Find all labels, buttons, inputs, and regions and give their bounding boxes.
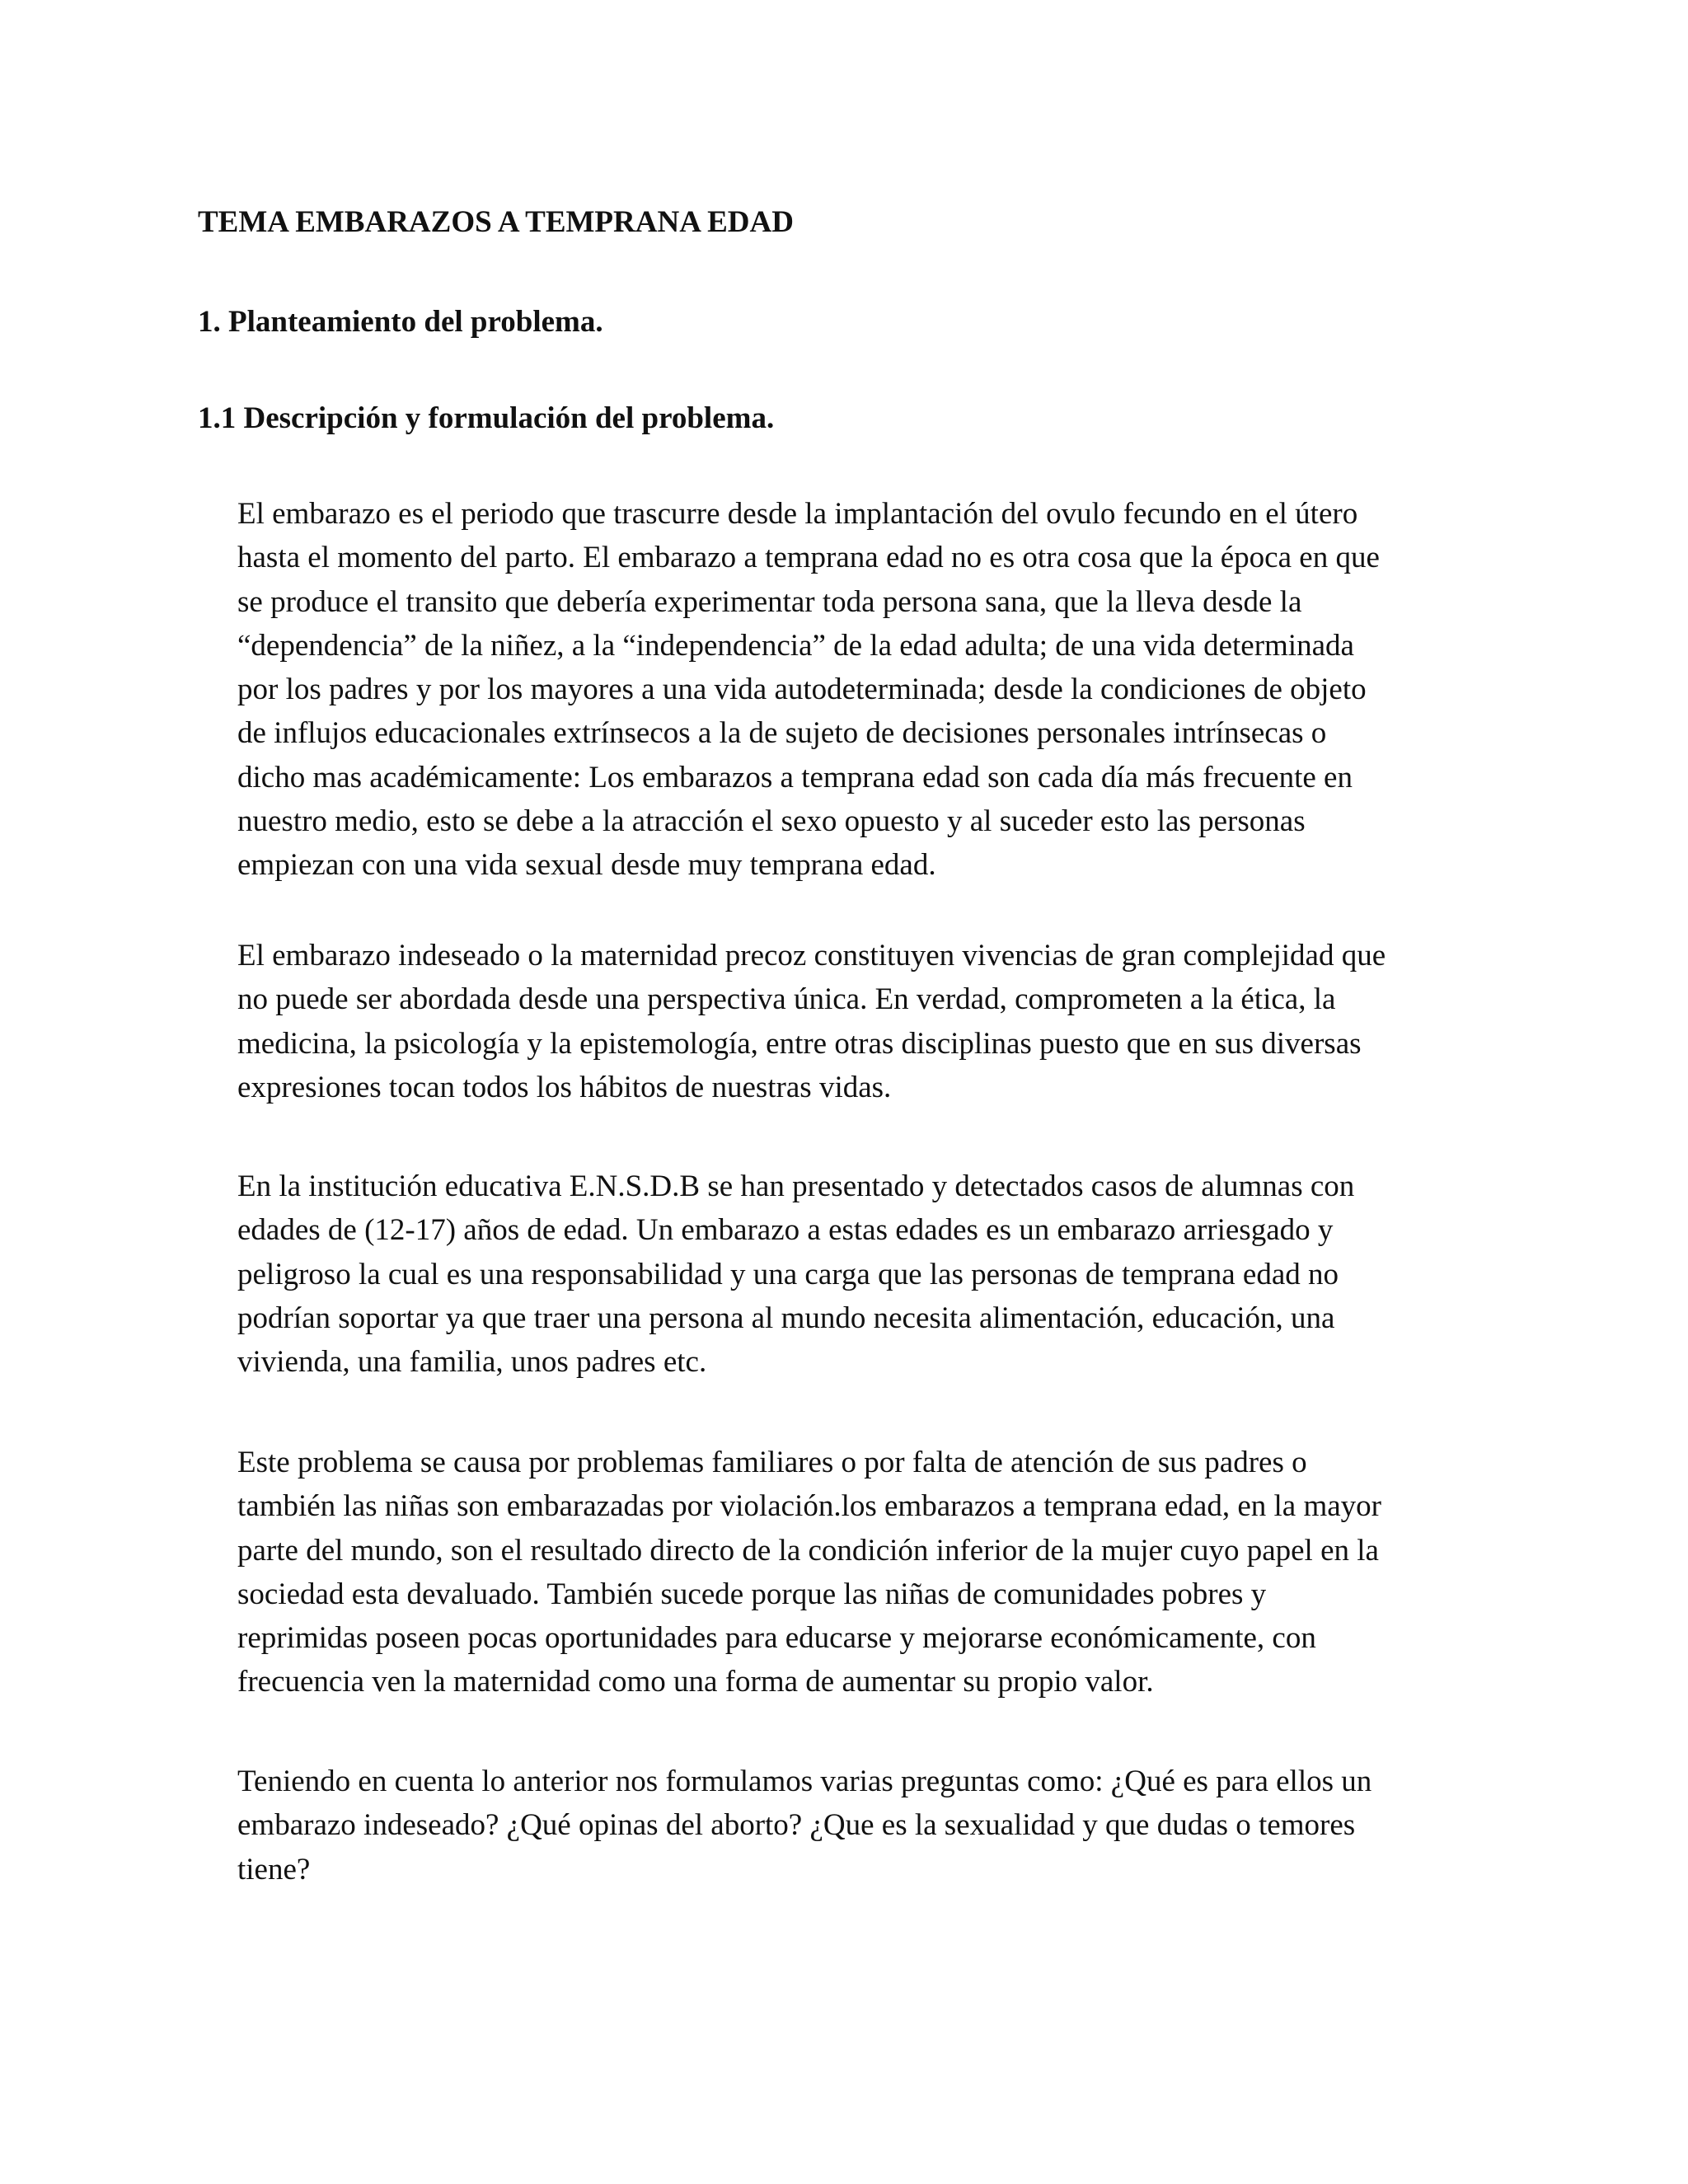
paragraph-line: también las niñas son embarazadas por violación.los embarazos a temprana edad, en la mayor <box>237 1489 1382 1524</box>
paragraph-institution <box>237 1165 1507 1384</box>
paragraph-line: por los padres y por los mayores a una vida autodeterminada; desde la condiciones de objeto <box>237 673 1367 707</box>
paragraph-line: edades de (12-17) años de edad. Un embarazo a estas edades es un embarazo arriesgado y <box>237 1213 1334 1248</box>
paragraph-line: medicina, la psicología y la epistemología, entre otras disciplinas puesto que en sus diversas <box>237 1026 1362 1061</box>
paragraph-line: expresiones tocan todos los hábitos de nuestras vidas. <box>237 1070 892 1104</box>
paragraph-line: podrían soportar ya que traer una persona al mundo necesita alimentación, educación, una <box>237 1301 1335 1335</box>
paragraph-line: sociedad esta devaluado. También sucede porque las niñas de comunidades pobres y <box>237 1577 1267 1611</box>
paragraph-complexity <box>237 934 1507 1109</box>
paragraph-line: reprimidas poseen pocas oportunidades para educarse y mejorarse económicamente, con <box>237 1621 1316 1656</box>
paragraph-line: tiene? <box>237 1852 311 1886</box>
paragraph-line: embarazo indeseado? ¿Qué opinas del aborto? ¿Que es la sexualidad y que dudas o temores <box>237 1808 1356 1843</box>
paragraph-line: dicho mas académicamente: Los embarazos a temprana edad son cada día más frecuente en <box>237 760 1353 794</box>
paragraph-line: “dependencia” de la niñez, a la “independencia” de la edad adulta; de una vida determinada <box>237 628 1354 663</box>
paragraph-line: En la institución educativa E.N.S.D.B se han presentado y detectados casos de alumnas con <box>237 1169 1355 1203</box>
paragraph-questions <box>237 1760 1507 1891</box>
paragraph-line: Teniendo en cuenta lo anterior nos formulamos varias preguntas como: ¿Qué es para ellos un <box>237 1765 1372 1798</box>
paragraph-line: no puede ser abordada desde una perspectiva única. En verdad, comprometen a la ética, la <box>237 982 1336 1017</box>
paragraph-line: hasta el momento del parto. El embarazo a temprana edad no es otra cosa que la época en que <box>237 541 1380 575</box>
paragraph-definition <box>237 492 1507 888</box>
paragraph-line: se produce el transito que debería experimentar toda persona sana, que la lleva desde la <box>237 584 1302 619</box>
paragraph-line: Este problema se causa por problemas familiares o por falta de atención de sus padres o <box>237 1446 1307 1479</box>
subsection-heading: 1.1 Descripción y formulación del problema. <box>198 401 775 435</box>
paragraph-line: nuestro medio, esto se debe a la atracción el sexo opuesto y al suceder esto las personas <box>237 804 1306 839</box>
paragraph-line: peligroso la cual es una responsabilidad y una carga que las personas de temprana edad no <box>237 1257 1339 1291</box>
paragraph-line: frecuencia ven la maternidad como una forma de aumentar su propio valor. <box>237 1665 1154 1699</box>
paragraph-line: El embarazo indeseado o la maternidad precoz constituyen vivencias de gran complejidad que <box>237 939 1386 972</box>
paragraph-line: El embarazo es el periodo que trascurre desde la implantación del ovulo fecundo en el útero <box>237 497 1358 531</box>
paragraph-line: de influjos educacionales extrínsecos a la de sujeto de decisiones personales intrínsecas o <box>237 716 1327 751</box>
paragraph-line: vivienda, una familia, unos padres etc. <box>237 1345 707 1380</box>
paragraph-causes <box>237 1441 1507 1704</box>
paragraph-line: empiezan con una vida sexual desde muy temprana edad. <box>237 848 936 883</box>
document-title: TEMA EMBARAZOS A TEMPRANA EDAD <box>198 205 794 239</box>
section-heading: 1. Planteamiento del problema. <box>198 305 603 339</box>
paragraph-line: parte del mundo, son el resultado directo de la condición inferior de la mujer cuyo papel en la <box>237 1533 1379 1568</box>
